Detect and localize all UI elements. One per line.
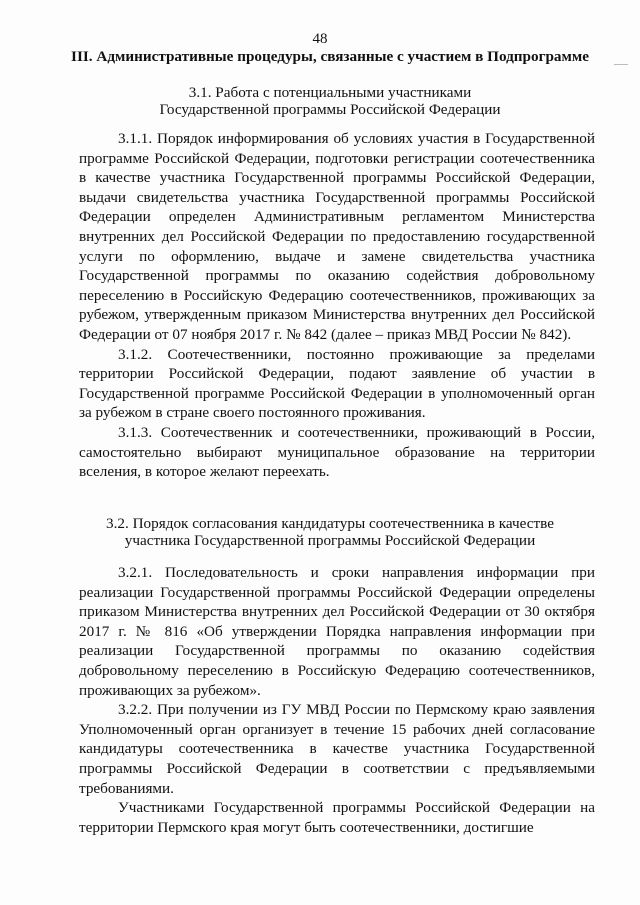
subsection-2-title-line-2: участника Государственной программы Российской Федерации [124,532,536,549]
edge-mark [614,64,628,65]
page-number: 48 [312,31,328,47]
subsection-1-title-line-1: 3.1. Работа с потенциальными участниками [188,84,472,101]
paragraph-participants: Участниками Государственной программы Российской Федерации на территории Пермского края могут быть соотечественники, достигшие [79,799,595,836]
subsection-2-title-line-1: 3.2. Порядок согласования кандидатуры соотечественника в качестве [106,515,554,532]
subsection-1-title-line-2: Государственной программы Российской Федерации [159,101,501,118]
paragraph-3-1-1: 3.1.1. Порядок информирования об условиях участия в Государственной программе Российской Федерации, подготовки регистрации соотечественника в качестве участника Государственной программы Российской Федерации, выдачи свидетельства участника Государственной программы Российской Федерации определен Административным регламентом Министерства внутренних дел Российской Федерации по предоставлению государственной услуги по оформлению, выдаче и замене свидетельства участника Государственной программы по оказанию содействия добровольному переселению в Российскую Федерацию соотечественников, проживающих за рубежом, утвержденным приказом Министерства внутренних дел Российской Федерации от 07 ноября 2017 г. № 842 (далее – приказ МВД России № 842). [79,130,595,343]
paragraph-3-1-2: 3.1.2. Соотечественники, постоянно проживающие за пределами территории Российской Федерации, подают заявление об участии в Государственной программе Российской Федерации в уполномоченный орган за рубежом в стране своего постоянного проживания. [79,345,595,422]
subsection-2-body [79,563,595,837]
subsection-1-body [79,129,595,482]
paragraph-3-2-1: 3.2.1. Последовательность и сроки направления информации при реализации Государственной программы Российской Федерации определены приказом Министерства внутренних дел Российской Федерации от 30 октября 2017 г. № 816 «Об утверждении Порядка направления информации при реализации Государственной программы по оказанию содействия добровольному переселению в Российскую Федерацию соотечественников, проживающих за рубежом». [79,564,595,699]
subsection-2-title [80,515,580,549]
section-title: III. Административные процедуры, связанные с участием в Подпрограмме [71,48,589,65]
paragraph-3-2-2: 3.2.2. При получении из ГУ МВД России по Пермскому краю заявления Уполномоченный орган организует в течение 15 рабочих дней согласование кандидатуры соотечественника в качестве участника Государственной программы Российской Федерации в соответствии с предъявляемыми требованиями. [79,701,595,797]
paragraph-3-1-3: 3.1.3. Соотечественник и соотечественники, проживающий в России, самостоятельно выбирают муниципальное образование на территории вселения, в которое желают переехать. [79,423,595,481]
subsection-1-title [80,84,580,118]
